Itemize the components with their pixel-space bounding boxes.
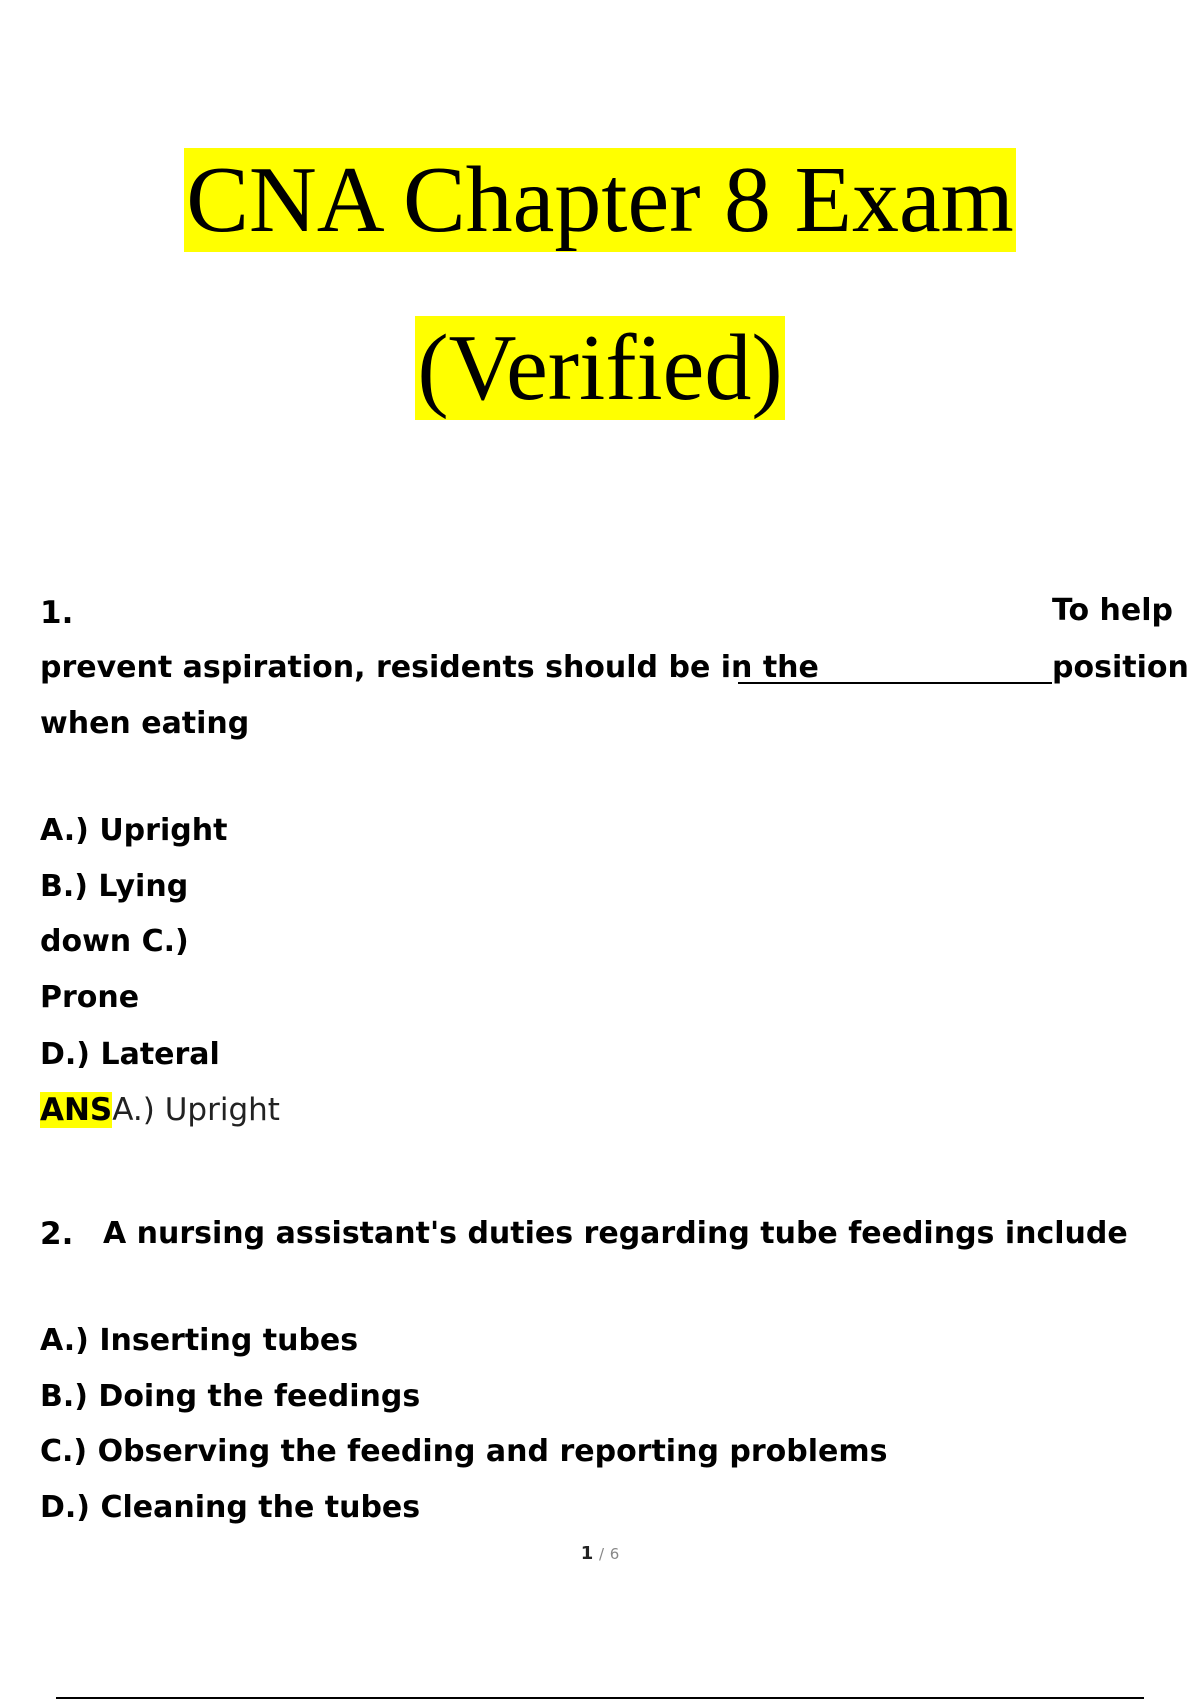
page-separator: / <box>598 1545 605 1563</box>
total-pages: 6 <box>609 1545 620 1563</box>
document-title <box>0 144 1200 256</box>
question-1-text-line2-end: position <box>1052 650 1189 685</box>
answer-value: A.) Upright <box>112 1092 280 1128</box>
question-1-option: A.) Upright <box>40 813 228 848</box>
question-1-option: D.) Lateral <box>40 1037 220 1072</box>
document-subtitle <box>0 312 1200 424</box>
answer-label: ANS <box>40 1092 113 1128</box>
current-page: 1 <box>580 1543 594 1564</box>
page-indicator <box>0 1543 1200 1564</box>
question-1-option: Prone <box>40 980 140 1015</box>
document-title-text: CNA Chapter 8 Exam <box>186 148 1014 252</box>
answer-blank <box>738 682 1052 684</box>
question-2-text: A nursing assistant's duties regarding tube feedings include <box>103 1216 1128 1251</box>
document-subtitle-text: (Verified) <box>417 316 783 420</box>
question-2-option: D.) Cleaning the tubes <box>40 1490 421 1525</box>
question-2-option: C.) Observing the feeding and reporting problems <box>40 1434 888 1469</box>
question-1-text-line2: prevent aspiration, residents should be in the <box>40 650 819 685</box>
page-divider <box>56 1697 1144 1699</box>
question-1-text-line3: when eating <box>40 706 250 741</box>
question-2-number: 2. <box>40 1216 74 1252</box>
question-1-option: down C.) <box>40 924 189 959</box>
question-1-text-head: To help <box>1052 593 1173 628</box>
question-2-option: B.) Doing the feedings <box>40 1379 421 1414</box>
question-1-number: 1. <box>40 595 74 631</box>
question-1-answer <box>40 1090 280 1130</box>
question-1-option: B.) Lying <box>40 869 189 904</box>
question-2-option: A.) Inserting tubes <box>40 1323 359 1358</box>
